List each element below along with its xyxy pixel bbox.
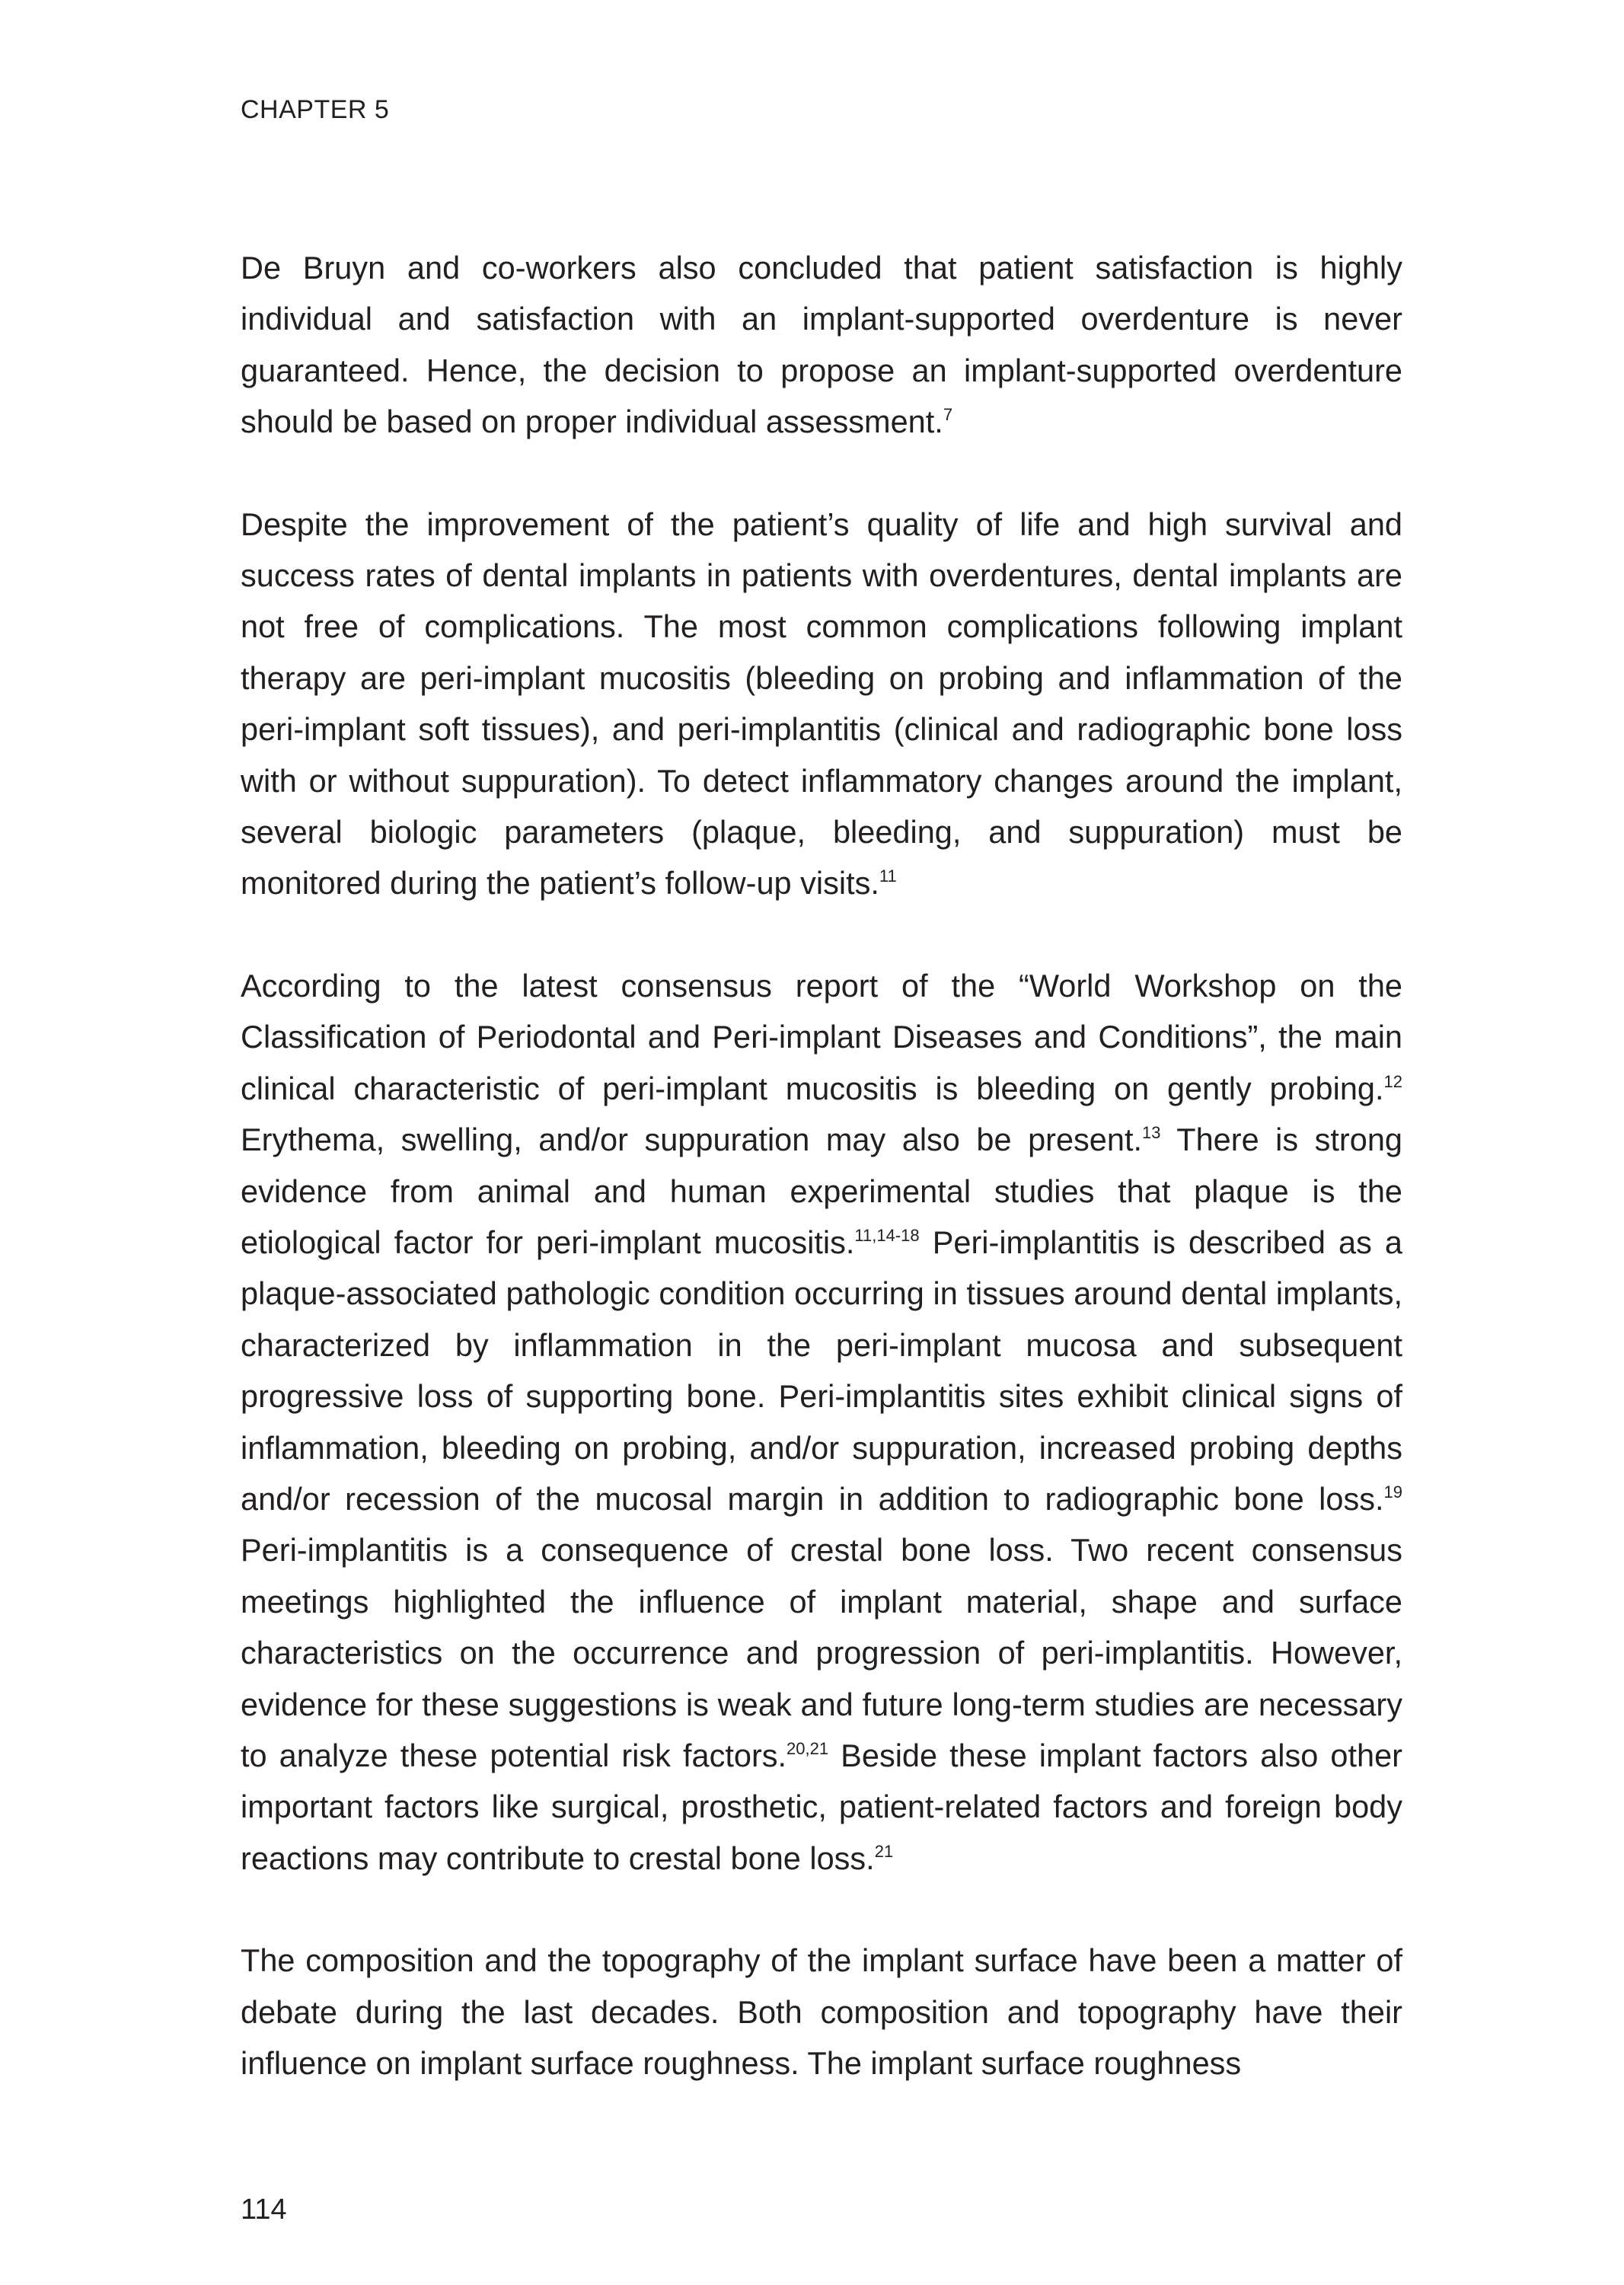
running-header: CHAPTER 5	[241, 95, 390, 124]
citation-superscript: 11	[879, 866, 897, 886]
paragraph-patient-satisfaction	[241, 242, 1402, 448]
text-segment: Despite the improvement of the patient’s quality of life and high survival and success rates of dental implants in patients with overdentures, dental implants are not free of complications. The most common complications following implant therapy are peri-implant mucositis (bleeding on probing and inflammation of the peri-implant soft tissues), and peri-implantitis (clinical and radiographic bone loss with or without suppuration). To detect inflammatory changes around the implant, several biologic parameters (plaque, bleeding, and suppuration) must be monitored during the patient’s follow-up visits.	[241, 506, 1402, 902]
citation-superscript: 11,14-18	[854, 1225, 920, 1245]
body-text	[241, 242, 1402, 2140]
citation-superscript: 12	[1383, 1071, 1402, 1091]
paragraph-consensus-report	[241, 960, 1402, 1884]
text-segment: Peri-implantitis is described as a plaque-associated pathologic condition occurring in tissues around dental implants, characterized by inflammation in the peri-implant mucosa and subsequent progressive loss of supporting bone. Peri-implantitis sites exhibit clinical signs of inflammation, bleeding on probing, and/or suppuration, increased probing depths and/or recession of the mucosal margin in addition to radiographic bone loss.	[241, 1224, 1402, 1517]
citation-superscript: 7	[943, 405, 953, 425]
page-number: 114	[241, 2194, 287, 2226]
citation-superscript: 19	[1383, 1482, 1402, 1502]
text-segment: Erythema, swelling, and/or suppuration may also be present.	[241, 1122, 1143, 1158]
citation-superscript: 13	[1142, 1123, 1161, 1143]
paragraph-complications	[241, 499, 1402, 909]
citation-superscript: 20,21	[786, 1738, 829, 1758]
text-segment: De Bruyn and co-workers also concluded that patient satisfaction is highly individual and satisfaction with an implant-supported overdenture is never guaranteed. Hence, the decision to propose an implant-supported overdenture should be based on proper individual assessment.	[241, 250, 1402, 440]
text-segment: Beside these implant factors also other important factors like surgical, prosthetic, patient-related factors and foreign body reactions may contribute to crestal bone loss.	[241, 1737, 1402, 1876]
citation-superscript: 21	[874, 1841, 894, 1861]
text-segment: There is strong evidence from animal and human experimental studies that plaque is the etiological factor for peri-implant mucositis.	[241, 1122, 1402, 1260]
paragraph-implant-surface	[241, 1935, 1402, 2089]
text-segment: The composition and the topography of the implant surface have been a matter of debate during the last decades. Both composition and topography have their influence on implant surface roughness. The implant surface roughness	[241, 1942, 1402, 2081]
text-segment: According to the latest consensus report of the “World Workshop on the Classification of Periodontal and Peri-implant Diseases and Conditions”, the main clinical characteristic of peri-implant mucositis is bleeding on gently probing.	[241, 967, 1402, 1106]
text-segment: Peri-implantitis is a consequence of crestal bone loss. Two recent consensus meetings highlighted the influence of implant material, shape and surface characteristics on the occurrence and progression of peri-implantitis. However, evidence for these suggestions is weak and future long-term studies are necessary to analyze these potential risk factors.	[241, 1532, 1402, 1773]
